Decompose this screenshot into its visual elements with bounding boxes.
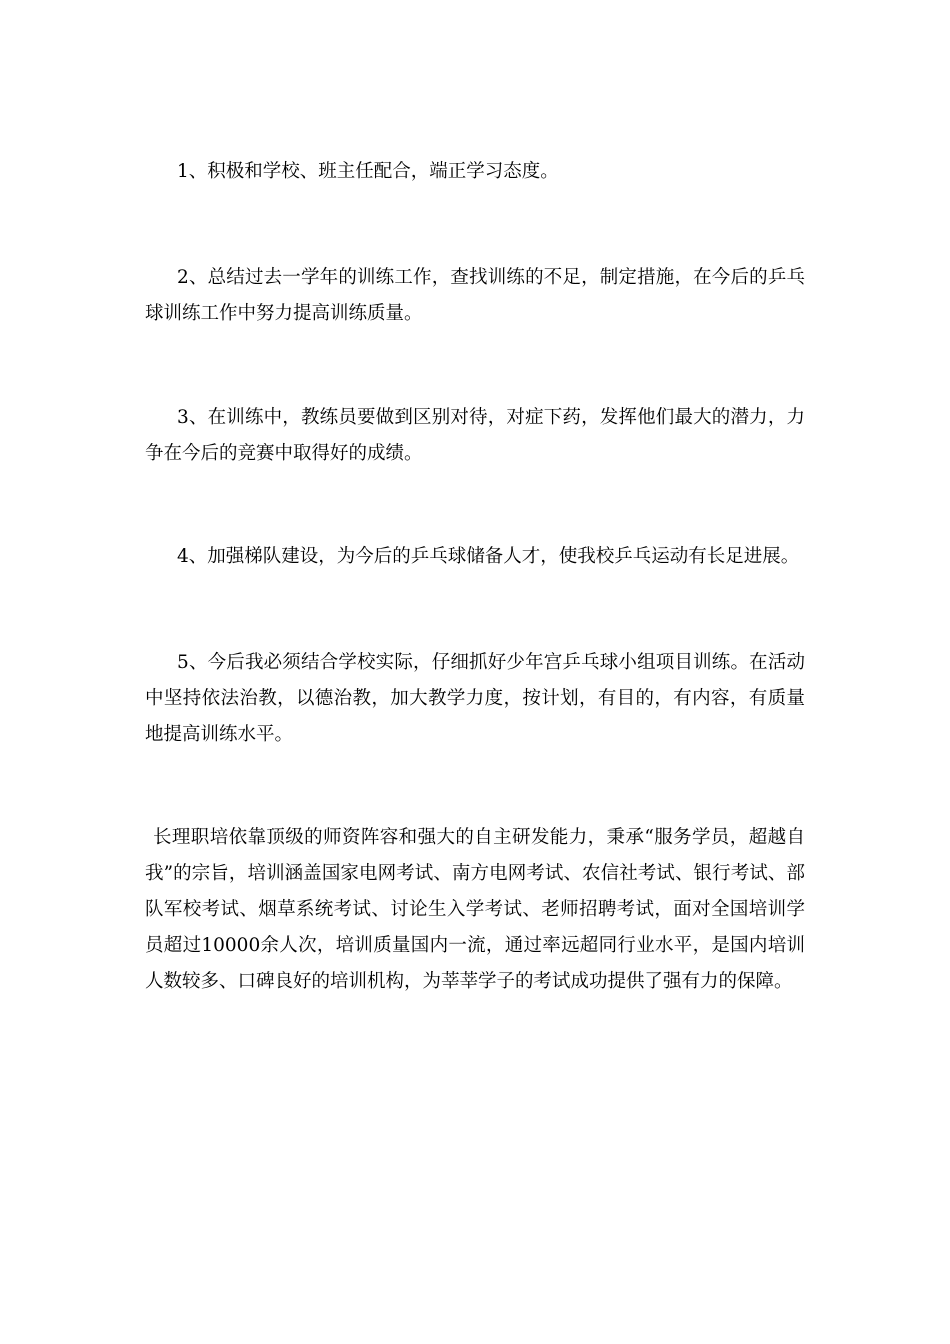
paragraph-5: 5、今后我必须结合学校实际，仔细抓好少年宫乒乓球小组项目训练。在活动中坚持依法治教，以德治教，加大教学力度，按计划，有目的，有内容，有质量地提高训练水平。 [145, 652, 805, 745]
paragraph-3: 3、在训练中，教练员要做到区别对待，对症下药，发挥他们最大的潜力，力争在今后的竞赛中取得好的成绩。 [145, 407, 805, 464]
paragraph-promo: 长理职培依靠顶级的师资阵容和强大的自主研发能力，秉承“服务学员，超越自我”的宗旨，培训涵盖国家电网考试、南方电网考试、农信社考试、银行考试、部队军校考试、烟草系统考试、讨论生入学考试、老师招聘考试，面对全国培训学员超过10000余人次，培训质量国内一流，通过率远超同行业水平，是国内培训人数较多、口碑良好的培训机构，为莘莘学子的考试成功提供了强有力的保障。 [145, 827, 805, 992]
paragraph-4: 4、加强梯队建设，为今后的乒乓球储备人才，使我校乒乓运动有长足进展。 [177, 546, 800, 567]
paragraph-2: 2、总结过去一学年的训练工作，查找训练的不足，制定措施，在今后的乒乓球训练工作中努力提高训练质量。 [145, 267, 805, 324]
paragraph-1: 1、积极和学校、班主任配合，端正学习态度。 [177, 161, 559, 182]
